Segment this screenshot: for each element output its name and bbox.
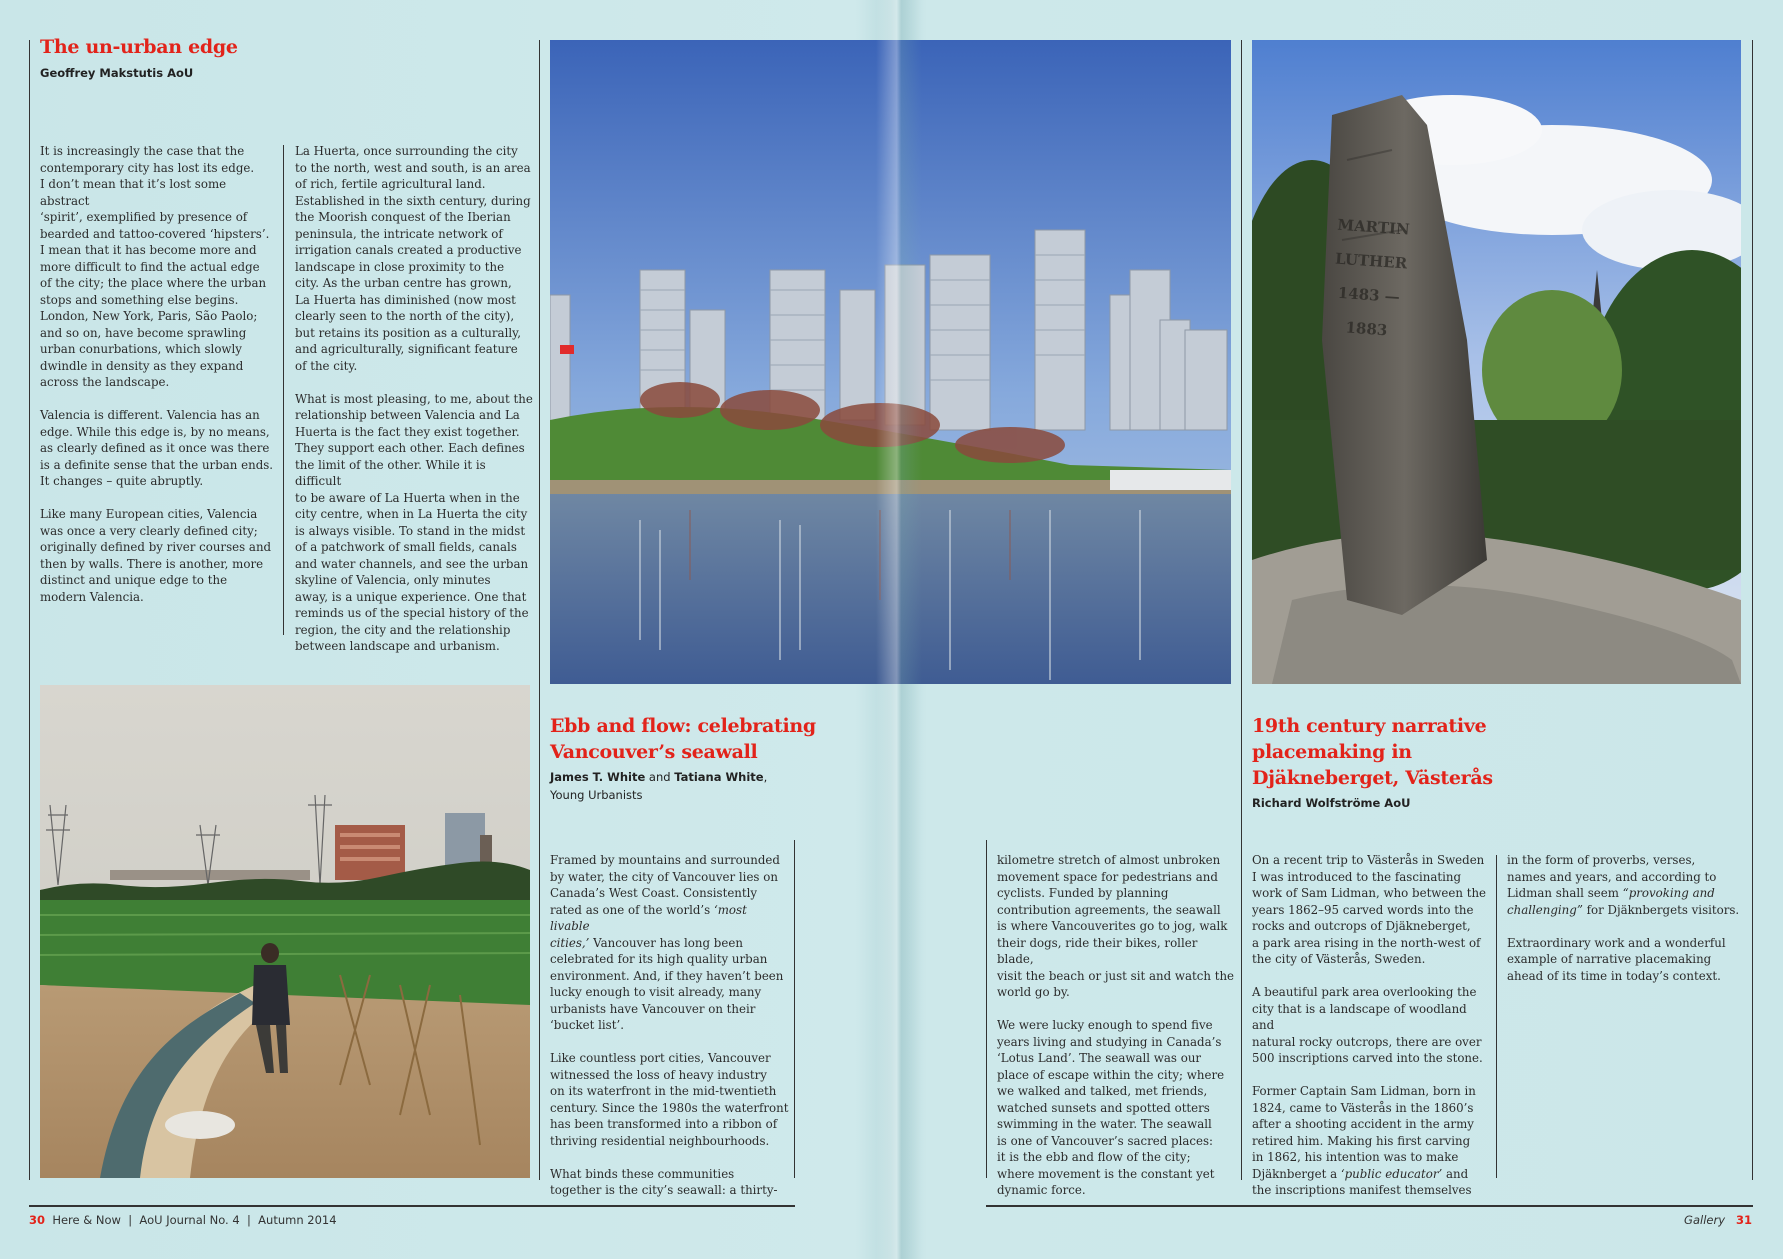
paragraph: A beautiful park area overlooking the city that is a landscape of woodland and natural rocky outcrops, there are over 500 inscriptions carved into the stone. [1252, 985, 1483, 1065]
paragraph [550, 852, 790, 1034]
djakneberget-stone-photo [1252, 40, 1741, 684]
text-run: Former Captain Sam Lidman, born in 1824, came to Västerås in the 1860’s after a shooting accident in the army retired him. Making his first carving in 1862, his intention was to make Djäknberget a [1252, 1084, 1476, 1181]
title-line: placemaking in [1252, 741, 1412, 763]
article3-byline: Richard Wolfströme AoU [1252, 796, 1411, 810]
text-run: Framed by mountains and surrounded by water, the city of Vancouver lies on Canada’s West Coast. Consistently rated as one of the world’s [550, 853, 780, 917]
title-line: Ebb and flow: celebrating [550, 715, 816, 737]
footer-left [29, 1213, 337, 1227]
title-line: Vancouver’s seawall [550, 741, 758, 763]
paragraph [1507, 852, 1747, 918]
paragraph [1252, 1083, 1490, 1199]
article2-column-2 [997, 852, 1237, 1215]
footer-section: Gallery [1684, 1213, 1726, 1227]
footer-rule-right [986, 1205, 1753, 1207]
paragraph: La Huerta, once surrounding the city to the north, west and south, is an area of rich, fertile agricultural land. Established in the sixth century, during the Moorish conquest of the Iberian peninsula, the intricate network of irrigation canals created a productive landscape in close proximity to the city. As the urban centre has grown, La Huerta has diminished (now most clearly seen to the north of the city), but retains its position as a culturally, and agriculturally, significant feature of the city. [295, 144, 531, 373]
paragraph: It is increasingly the case that the contemporary city has lost its edge. I don’t mean that it’s lost some abstract ‘spirit’, exemplified by presence of bearded and tattoo-covered ‘hipsters’. I mean that it has become more and more difficult to find the actual edge of the city; the place where the urban stops and something else begins. London, New York, Paris, São Paolo; and so on, have become sprawling urban conurbations, which slowly dwindle in density as they expand across the landscape. [40, 144, 270, 389]
text-run: in the form of proverbs, verses, names and years, and according to Lidman shall seem [1507, 853, 1717, 900]
byline-connector: and [645, 770, 675, 784]
paragraph: Extraordinary work and a wonderful example of narrative placemaking ahead of its time in today’s context. [1507, 935, 1726, 983]
text-run-italic: ‘public educator’ [1340, 1166, 1443, 1181]
paragraph: Like countless port cities, Vancouver witnessed the loss of heavy industry on its waterfront in the mid-twentieth century. Since the 1980s the waterfront has been transformed into a ribbon of thriving residential neighbourhoods. [550, 1051, 789, 1148]
column-rule-6 [1496, 855, 1497, 1178]
article3-title [1252, 713, 1493, 791]
paragraph: We were lucky enough to spend five years living and studying in Canada’s ‘Lotus Land’. The seawall was our place of escape within the city; where we walked and talked, met friends, watched sunsets and spotted otters swimming in the water. The seawall is one of Vancouver’s sacred places: it is the ebb and flow of the city; where movement is the constant yet dynamic force. [997, 1018, 1225, 1197]
paragraph: On a recent trip to Västerås in Sweden I was introduced to the fascinating work of Sam Lidman, who between the years 1862–95 carved words into the rocks and outcrops of Djäkneberget, a park area rising in the north-west of the city of Västerås, Sweden. [1252, 853, 1487, 966]
byline-org: , Young Urbanists [550, 770, 768, 802]
author-name: James T. White [550, 770, 646, 784]
article1-column-1 [40, 143, 276, 622]
column-rule-4 [986, 840, 987, 1178]
left-margin-rule [29, 40, 30, 1180]
article2-byline [550, 768, 767, 804]
valencia-huerta-photo [40, 685, 530, 1178]
text-run-italic: ‘most livable cities,’ [550, 902, 747, 950]
text-run: for Djäknbergets visitors. [1582, 902, 1740, 917]
vancouver-seawall-photo [550, 40, 1231, 684]
article3-column-2 [1507, 852, 1747, 1001]
column-rule-1 [283, 145, 284, 635]
column-rule-2 [539, 40, 540, 1180]
right-margin-rule [1752, 40, 1753, 1180]
stone-inscription: MARTIN LUTHER 1483 — 1883 [1334, 215, 1411, 340]
paragraph: Valencia is different. Valencia has an edge. While this edge is, by no means, as clearly defined as it once was there is a definite sense that the urban ends. It changes – quite abruptly. [40, 408, 274, 488]
footer-left-text: Here & Now | AoU Journal No. 4 | Autumn 2014 [52, 1213, 337, 1227]
paragraph: What binds these communities together is the city’s seawall: a thirty- [550, 1166, 778, 1197]
column-rule-3 [794, 840, 795, 1178]
title-line: 19th century narrative [1252, 715, 1487, 737]
footer-right [1684, 1213, 1752, 1227]
author-name: Tatiana White [674, 770, 764, 784]
article1-title: The un-urban edge [40, 36, 238, 58]
column-rule-5 [1241, 40, 1242, 1180]
article2-title [550, 713, 816, 765]
paragraph: What is most pleasing, to me, about the relationship between Valencia and La Huerta is the fact they exist together. They support each other. Each defines the limit of the other. While it is difficult to be aware of La Huerta when in the city centre, when in La Huerta the city is always visible. To stand in the midst of a patchwork of small fields, canals and water channels, and see the urban skyline of Valencia, only minutes away, is a unique experience. One that reminds us of the special history of the region, the city and the relationship between landscape and urbanism. [295, 391, 533, 653]
article2-column-1 [550, 852, 790, 1215]
page-number-left: 30 [29, 1213, 46, 1227]
paragraph: Like many European cities, Valencia was once a very clearly defined city; originally defined by river courses and then by walls. There is another, more distinct and unique edge to the modern Valencia. [40, 507, 272, 604]
article1-byline: Geoffrey Makstutis AoU [40, 66, 194, 80]
article3-column-1 [1252, 852, 1490, 1215]
text-run: and the inscriptions manifest themselves [1252, 1166, 1472, 1197]
footer-rule-left [29, 1205, 795, 1207]
title-line: Djäkneberget, Västerås [1252, 767, 1493, 789]
text-run-italic: “provoking and challenging” [1507, 886, 1715, 917]
text-run: Vancouver has long been celebrated for its high quality urban environment. And, if they haven’t been lucky enough to visit already, many urbanists have Vancouver on their ‘bucket list’. [550, 935, 784, 1032]
article1-column-2 [295, 143, 535, 671]
page-number-right: 31 [1735, 1213, 1752, 1227]
paragraph: kilometre stretch of almost unbroken movement space for pedestrians and cyclists. Funded by planning contribution agreements, the seawall is where Vancouverites go to jog, walk their dogs, ride their bikes, roller blade, visit the beach or just sit and watch the world go by. [997, 853, 1235, 999]
